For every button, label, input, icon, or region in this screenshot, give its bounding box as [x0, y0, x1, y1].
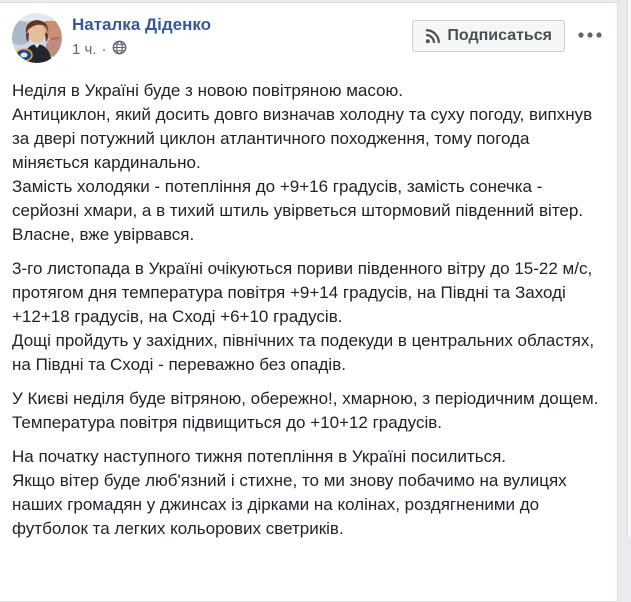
- post-header: [0, 3, 617, 73]
- post-paragraph: [12, 445, 605, 541]
- header-info: [72, 13, 412, 59]
- adjacent-panel-edge: [627, 0, 631, 537]
- post-line: Якщо вітер буде люб'язний і стихне, то ми знову побачимо на вулицях наших громадян у джинсах із дірками на колінах, роздягненими до футболок та легких кольорових светриків.: [12, 471, 567, 538]
- post-paragraph: [12, 79, 605, 247]
- post-line: Дощі пройдуть у західних, північних та подекуди в центральних областях, на Півдні та Сході - переважно без опадів.: [12, 331, 595, 374]
- post-line: Власне, вже увірвався.: [12, 225, 195, 244]
- post-paragraph: [12, 387, 605, 435]
- follow-button[interactable]: [412, 20, 565, 52]
- profile-photo-icon: [12, 13, 62, 63]
- timestamp-link[interactable]: 1 ч.: [72, 40, 97, 58]
- post-card: [0, 2, 618, 602]
- ellipsis-icon: [577, 31, 603, 39]
- post-line: На початку наступного тижня потепління в Україні посилиться.: [12, 447, 506, 466]
- meta-separator: ·: [101, 40, 107, 58]
- post-text: [0, 79, 617, 541]
- rss-follow-icon: [425, 29, 440, 44]
- follow-button-label: Подписаться: [447, 27, 552, 44]
- post-line: 3-го листопада в Україні очікуються пориви південного вітру до 15-22 м/с, протягом дня температура повітря +9+14 градусів, на Півдні та Заході +12+18 градусів, на Сході +6+10 градусів.: [12, 259, 593, 326]
- post-line: Неділя в Україні буде з новою повітряною масою.: [12, 81, 403, 100]
- header-actions: [412, 13, 609, 52]
- globe-icon: [112, 40, 127, 59]
- post-line: Замість холодяки - потепління до +9+16 градусів, замість сонечка - серйозні хмари, а в тихий штиль увірветься штормовий південний вітер.: [12, 177, 584, 220]
- author-name-link[interactable]: Наталка Діденко: [72, 15, 212, 34]
- post-meta: [72, 39, 412, 59]
- more-options-button[interactable]: [573, 27, 607, 43]
- post-line: Антициклон, який досить довго визначав холодну та суху погоду, випхнув за двері потужний циклон атлантичного походження, тому погода міняється кардинально.: [12, 105, 593, 172]
- post-line: У Києві неділя буде вітряною, обережно!, хмарною, з періодичним дощем. Температура повітря підвищиться до +10+12 градусів.: [12, 389, 599, 432]
- post-paragraph: [12, 257, 605, 377]
- avatar[interactable]: [12, 13, 62, 63]
